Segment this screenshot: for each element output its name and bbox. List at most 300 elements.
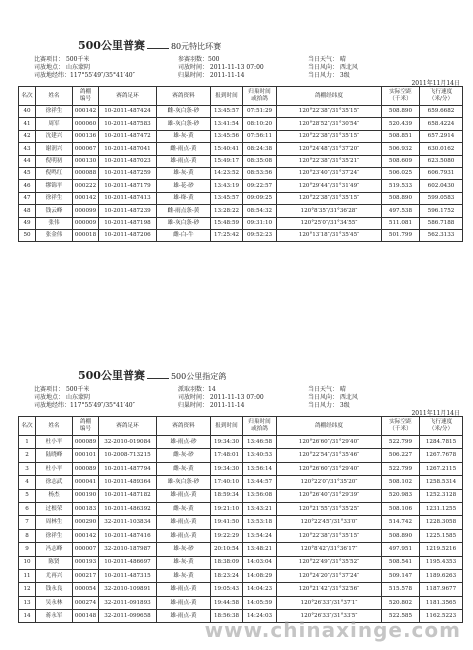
cell-loft-coordinates: 120°22′38″/31°35′15″: [277, 529, 382, 542]
cell-report-time: 18:38:09: [211, 556, 243, 569]
cell-ring-number: 10-2011-487023: [99, 155, 157, 167]
cell-rank: 7: [19, 516, 36, 529]
cell-arrival-time: 13:56:14: [243, 462, 277, 475]
meta-release-time: 司放时间： 2011-11-13 07:00: [178, 64, 264, 71]
cell-ring-number: 32-2011-091893: [99, 596, 157, 609]
cell-distance-km: 506.227: [382, 449, 420, 462]
cell-bird-info: 雄-雨点-黄: [157, 155, 211, 167]
cell-name: 张伟: [36, 217, 73, 229]
cell-report-time: 13:45:57: [211, 192, 243, 204]
table-row: [19, 489, 463, 502]
cell-arrival-time: 13:46:58: [243, 436, 277, 449]
cell-arrival-time: 13:44:57: [243, 476, 277, 489]
cell-rank: 4: [19, 476, 36, 489]
cell-report-time: 13:28:22: [211, 205, 243, 217]
cell-report-time: 19:44:58: [211, 596, 243, 609]
cell-ring-number: 10-2011-487198: [99, 217, 157, 229]
cell-distance-km: 520.802: [382, 596, 420, 609]
cell-ring-number: 10-2011-487472: [99, 130, 157, 142]
table-header-row: [19, 87, 463, 106]
cell-arrival-time: 09:31:10: [243, 217, 277, 229]
cell-speed-mpm: 1258.5314: [420, 476, 463, 489]
table-row: [19, 192, 463, 204]
cell-report-time: 13:43:19: [211, 180, 243, 192]
cell-name: 徐祥生: [36, 192, 73, 204]
cell-loft-id: 000018: [73, 229, 99, 241]
cell-speed-mpm: 1231.1255: [420, 502, 463, 515]
cell-speed-mpm: 602.0430: [420, 180, 463, 192]
sheet2-meta: [18, 384, 462, 416]
cell-loft-coordinates: 120°28′52″/31°30′54″: [277, 118, 382, 130]
cell-arrival-time: 14:03:04: [243, 556, 277, 569]
cell-distance-km: 511.081: [382, 217, 420, 229]
cell-loft-id: 000101: [73, 449, 99, 462]
cell-ring-number: 10-2011-487315: [99, 569, 157, 582]
cell-name: 蒋永军: [36, 610, 73, 623]
cell-report-time: 19:34:30: [211, 462, 243, 475]
cell-bird-info: 雄-雨点-黄: [157, 489, 211, 502]
cell-arrival-time: 13:54:24: [243, 529, 277, 542]
meta-weather: 当日天气： 晴: [308, 386, 346, 393]
cell-name: 徐祥生: [36, 106, 73, 118]
cell-distance-km: 520.983: [382, 489, 420, 502]
meta-wind-direction: 当日风向： 西北风: [308, 64, 358, 71]
cell-loft-id: 000217: [73, 569, 99, 582]
cell-ring-number: 10-2011-486697: [99, 556, 157, 569]
cell-bird-info: 雄-灰白条-砂: [157, 118, 211, 130]
cell-loft-id: 000290: [73, 516, 99, 529]
cell-bird-info: 雌-灰-黄: [157, 502, 211, 515]
cell-arrival-time: 08:54:32: [243, 205, 277, 217]
cell-distance-km: 508.890: [382, 106, 420, 118]
cell-rank: 43: [19, 143, 36, 155]
cell-speed-mpm: 1252.3128: [420, 489, 463, 502]
meta-return-date: 归巢时间： 2011-11-14: [178, 72, 245, 79]
cell-report-time: 14:23:52: [211, 167, 243, 179]
cell-speed-mpm: 1162.5223: [420, 610, 463, 623]
cell-loft-coordinates: 120°25′0″/31°34′55″: [277, 217, 382, 229]
cell-arrival-time: 08:53:56: [243, 167, 277, 179]
header-loft-id: 鸽棚 编号: [73, 417, 99, 436]
cell-loft-coordinates: 120°8′42″/31°36′17″: [277, 543, 382, 556]
header-speed-mpm: 飞行速度 （米/分）: [420, 87, 463, 106]
site-watermark: www.chinaxinge.com: [204, 618, 461, 642]
meta-value: 500千米: [65, 56, 90, 63]
header-arrival-time: 归巢时间 或拾鸽: [243, 87, 277, 106]
cell-name: 杜小平: [36, 436, 73, 449]
table-row: [19, 449, 463, 462]
cell-loft-coordinates: 120°21′55″/31°35′25″: [277, 502, 382, 515]
cell-rank: 12: [19, 583, 36, 596]
cell-bird-info: 雄-雨点-黄: [157, 583, 211, 596]
table-row: [19, 516, 463, 529]
cell-report-time: 18:23:24: [211, 569, 243, 582]
cell-loft-coordinates: 120°21′42″/31°32′56″: [277, 583, 382, 596]
table-row: [19, 205, 463, 217]
cell-speed-mpm: 657.2914: [420, 130, 463, 142]
cell-name: 钱永良: [36, 583, 73, 596]
table-row: [19, 118, 463, 130]
header-rank: 名次: [19, 87, 36, 106]
cell-distance-km: 509.147: [382, 569, 420, 582]
cell-arrival-time: 07:56:11: [243, 130, 277, 142]
cell-distance-km: 508.609: [382, 155, 420, 167]
cell-distance-km: 497.951: [382, 543, 420, 556]
cell-report-time: 15:49:17: [211, 155, 243, 167]
header-speed-mpm: 飞行速度 （米/分）: [420, 417, 463, 436]
result-sheet-2: [18, 368, 462, 623]
cell-speed-mpm: 1228.3058: [420, 516, 463, 529]
cell-bird-info: 雄-灰白条-砂: [157, 476, 211, 489]
cell-loft-id: 000190: [73, 489, 99, 502]
sheet2-title: [18, 368, 462, 384]
cell-loft-coordinates: 120°22′54″/31°35′46″: [277, 449, 382, 462]
cell-speed-mpm: 599.0583: [420, 192, 463, 204]
meta-label: 司放地经纬：: [34, 402, 71, 409]
cell-report-time: 18:59:34: [211, 489, 243, 502]
cell-speed-mpm: 1284.7815: [420, 436, 463, 449]
cell-bird-info: 雄-灰-砂: [157, 543, 211, 556]
cell-speed-mpm: 658.4224: [420, 118, 463, 130]
cell-speed-mpm: 659.6682: [420, 106, 463, 118]
cell-arrival-time: 13:56:08: [243, 489, 277, 502]
cell-arrival-time: 09:52:23: [243, 229, 277, 241]
cell-report-time: 17:40:10: [211, 476, 243, 489]
sheet1-meta: [18, 54, 462, 86]
cell-loft-coordinates: 120°26′60″/31°29′40″: [277, 462, 382, 475]
cell-bird-info: 雄-灰白条-砂: [157, 217, 211, 229]
meta-wind-force: 当日风力： 3级: [308, 72, 350, 79]
header-name: 姓名: [36, 417, 73, 436]
header-rank: 名次: [19, 417, 36, 436]
cell-report-time: 19:34:30: [211, 436, 243, 449]
cell-speed-mpm: 1187.9677: [420, 583, 463, 596]
cell-loft-id: 000130: [73, 155, 99, 167]
cell-name: 周军: [36, 118, 73, 130]
header-distance-km: 实际空距 （千米）: [382, 87, 420, 106]
cell-report-time: 20:10:54: [211, 543, 243, 556]
cell-bird-info: 雌-白-牛: [157, 229, 211, 241]
header-name: 姓名: [36, 87, 73, 106]
cell-rank: 9: [19, 543, 36, 556]
cell-report-time: 19:22:29: [211, 529, 243, 542]
meta-value: 山东蒙阴: [65, 64, 90, 71]
cell-ring-number: 10-2011-487424: [99, 106, 157, 118]
cell-speed-mpm: 630.0162: [420, 143, 463, 155]
cell-bird-info: 雌-灰白条-砂: [157, 106, 211, 118]
cell-bird-info: 雄-雨点-黄: [157, 516, 211, 529]
cell-distance-km: 508.102: [382, 476, 420, 489]
cell-report-time: 15:48:59: [211, 217, 243, 229]
cell-speed-mpm: 1267.2115: [420, 462, 463, 475]
sheet1-title-sub: 80元特比环赛: [170, 42, 222, 51]
cell-speed-mpm: 1181.3565: [420, 596, 463, 609]
cell-loft-coordinates: 120°22′38″/31°35′21″: [277, 155, 382, 167]
cell-speed-mpm: 1219.5216: [420, 543, 463, 556]
meta-label: 比赛项目：: [34, 386, 65, 393]
cell-distance-km: 514.742: [382, 516, 420, 529]
cell-rank: 3: [19, 462, 36, 475]
cell-loft-id: 000067: [73, 143, 99, 155]
cell-arrival-time: 14:05:59: [243, 596, 277, 609]
cell-ring-number: 32-2010-187987: [99, 543, 157, 556]
cell-name: 张金伟: [36, 229, 73, 241]
cell-name: 周林生: [36, 516, 73, 529]
cell-rank: 41: [19, 118, 36, 130]
cell-ring-number: 10-2008-713215: [99, 449, 157, 462]
cell-ring-number: 10-2011-487413: [99, 192, 157, 204]
cell-distance-km: 508.541: [382, 556, 420, 569]
cell-report-time: 13:45:56: [211, 130, 243, 142]
cell-distance-km: 522.799: [382, 436, 420, 449]
cell-bird-info: 雄-绛-黄: [157, 192, 211, 204]
table-row: [19, 569, 463, 582]
cell-loft-id: 000089: [73, 462, 99, 475]
cell-distance-km: 508.890: [382, 529, 420, 542]
meta-entries: 参赛羽数：500: [178, 56, 220, 63]
cell-arrival-time: 13:53:18: [243, 516, 277, 529]
cell-loft-coordinates: 120°26′40″/31°29′39″: [277, 489, 382, 502]
table-row: [19, 502, 463, 515]
cell-loft-id: 000041: [73, 476, 99, 489]
meta-entries: 派取羽数：14: [178, 386, 216, 393]
cell-rank: 1: [19, 436, 36, 449]
meta-value: 山东蒙阴: [65, 394, 90, 401]
cell-speed-mpm: 1189.6263: [420, 569, 463, 582]
cell-loft-coordinates: 120°22′38″/31°35′15″: [277, 106, 382, 118]
cell-ring-number: 10-2011-487179: [99, 180, 157, 192]
cell-ring-number: 32-2011-099658: [99, 610, 157, 623]
cell-arrival-time: 09:09:25: [243, 192, 277, 204]
cell-report-time: 18:56:38: [211, 610, 243, 623]
header-ring-number: 赛鸽足环: [99, 417, 157, 436]
cell-name: 钱云峰: [36, 205, 73, 217]
cell-name: 陆晓峰: [36, 449, 73, 462]
table-row: [19, 167, 463, 179]
meta-wind-direction: 当日风向： 西北风: [308, 394, 358, 401]
cell-name: 冯志峰: [36, 543, 73, 556]
cell-bird-info: 雄-雨点-砂: [157, 436, 211, 449]
cell-name: 杜小平: [36, 462, 73, 475]
cell-loft-id: 000274: [73, 596, 99, 609]
cell-bird-info: 雄-雨点-黄: [157, 529, 211, 542]
cell-bird-info: 雄-灰-黄: [157, 130, 211, 142]
table-row: [19, 476, 463, 489]
cell-arrival-time: 08:10:20: [243, 118, 277, 130]
meta-label: 司放地经纬：: [34, 72, 71, 79]
cell-bird-info: 雄-灰-黄: [157, 167, 211, 179]
cell-loft-id: 000054: [73, 583, 99, 596]
meta-wind-force: 当日风力： 3级: [308, 402, 350, 409]
cell-speed-mpm: 1195.4353: [420, 556, 463, 569]
cell-name: 谢润兴: [36, 143, 73, 155]
header-ring-number: 赛鸽足环: [99, 87, 157, 106]
cell-report-time: 19:41:50: [211, 516, 243, 529]
header-distance-km: 实际空距 （千米）: [382, 417, 420, 436]
cell-bird-info: 雄-灰-黄: [157, 556, 211, 569]
table-row: [19, 583, 463, 596]
cell-rank: 46: [19, 180, 36, 192]
table-row: [19, 543, 463, 556]
meta-value: 117°55′49″/35°41′40″: [70, 72, 135, 79]
cell-rank: 5: [19, 489, 36, 502]
cell-name: 吴永林: [36, 596, 73, 609]
table-row: [19, 529, 463, 542]
table-row: [19, 155, 463, 167]
cell-report-time: 17:48:01: [211, 449, 243, 462]
header-report-time: 报到时间: [211, 87, 243, 106]
cell-ring-number: 10-2011-486392: [99, 502, 157, 515]
meta-return-date: 归巢时间： 2011-11-14: [178, 402, 245, 409]
cell-rank: 49: [19, 217, 36, 229]
sheet2-results-table: [18, 416, 463, 623]
cell-rank: 50: [19, 229, 36, 241]
cell-speed-mpm: 562.3133: [420, 229, 463, 241]
cell-loft-coordinates: 120°26′33″/31°33′5″: [277, 610, 382, 623]
cell-speed-mpm: 586.7188: [420, 217, 463, 229]
cell-name: 过根荣: [36, 502, 73, 515]
cell-ring-number: 32-2010-019084: [99, 436, 157, 449]
cell-arrival-time: 07:51:29: [243, 106, 277, 118]
cell-bird-info: 雌-灰-黄: [157, 462, 211, 475]
meta-label: 司放地点：: [34, 64, 65, 71]
table-row: [19, 217, 463, 229]
cell-loft-coordinates: 120°22′38″/31°35′15″: [277, 192, 382, 204]
meta-label: 比赛项目：: [34, 56, 65, 63]
cell-ring-number: 32-2010-109891: [99, 583, 157, 596]
cell-distance-km: 506.932: [382, 143, 420, 155]
cell-name: 倪明初: [36, 155, 73, 167]
meta-value: 500千米: [65, 386, 90, 393]
table-row: [19, 596, 463, 609]
cell-loft-coordinates: 120°29′44″/31°31′49″: [277, 180, 382, 192]
cell-loft-id: 000136: [73, 130, 99, 142]
meta-value: 117°55′49″/35°41′40″: [70, 402, 135, 409]
cell-rank: 10: [19, 556, 36, 569]
cell-loft-id: 000142: [73, 106, 99, 118]
cell-loft-id: 000009: [73, 217, 99, 229]
cell-rank: 13: [19, 596, 36, 609]
meta-release-time: 司放时间： 2011-11-13 07:00: [178, 394, 264, 401]
cell-name: 尤再兴: [36, 569, 73, 582]
cell-report-time: 15:40:41: [211, 143, 243, 155]
cell-ring-number: 10-2011-487416: [99, 529, 157, 542]
cell-loft-id: 000142: [73, 192, 99, 204]
cell-rank: 40: [19, 106, 36, 118]
cell-name: 徐祥生: [36, 529, 73, 542]
cell-name: 缪锦平: [36, 180, 73, 192]
cell-ring-number: 10-2011-487206: [99, 229, 157, 241]
cell-ring-number: 10-2011-487794: [99, 462, 157, 475]
cell-loft-id: 000088: [73, 167, 99, 179]
cell-arrival-time: 14:04:23: [243, 583, 277, 596]
cell-loft-coordinates: 120°22′45″/31°33′0″: [277, 516, 382, 529]
table-row: [19, 462, 463, 475]
cell-loft-id: 000222: [73, 180, 99, 192]
cell-arrival-time: 09:22:57: [243, 180, 277, 192]
header-loft-id: 鸽棚 编号: [73, 87, 99, 106]
sheet2-title-main: 500公里普赛: [78, 369, 145, 382]
sheet1-title-main: 500公里普赛: [78, 39, 145, 52]
header-bird-info: 赛鸽资料: [157, 87, 211, 106]
table-row: [19, 180, 463, 192]
table-row: [19, 556, 463, 569]
cell-arrival-time: 08:35:08: [243, 155, 277, 167]
cell-bird-info: 雌-雨点条-黄: [157, 205, 211, 217]
cell-distance-km: 508.890: [382, 192, 420, 204]
cell-ring-number: 10-2011-487041: [99, 143, 157, 155]
cell-arrival-time: 08:24:38: [243, 143, 277, 155]
cell-distance-km: 501.799: [382, 229, 420, 241]
cell-ring-number: 10-2011-487583: [99, 118, 157, 130]
cell-speed-mpm: 1225.1585: [420, 529, 463, 542]
cell-loft-coordinates: 120°8′35″/31°36′28″: [277, 205, 382, 217]
cell-name: 倪鸣红: [36, 167, 73, 179]
cell-speed-mpm: 596.1752: [420, 205, 463, 217]
cell-speed-mpm: 606.7931: [420, 167, 463, 179]
sheet1-results-table: [18, 86, 463, 242]
cell-rank: 11: [19, 569, 36, 582]
cell-bird-info: 雌-雨点-黄: [157, 143, 211, 155]
cell-loft-id: 000007: [73, 543, 99, 556]
cell-report-time: 19:05:43: [211, 583, 243, 596]
cell-bird-info: 雌-灰-砂: [157, 449, 211, 462]
cell-distance-km: 508.106: [382, 502, 420, 515]
cell-arrival-time: 13:48:21: [243, 543, 277, 556]
cell-loft-coordinates: 120°22′0″/31°35′20″: [277, 476, 382, 489]
table-header-row: [19, 417, 463, 436]
cell-name: 徐志武: [36, 476, 73, 489]
cell-loft-id: 000060: [73, 118, 99, 130]
cell-ring-number: 10-2011-487182: [99, 489, 157, 502]
cell-loft-id: 000148: [73, 610, 99, 623]
cell-loft-id: 000142: [73, 529, 99, 542]
sheet1-title: [18, 38, 462, 54]
result-sheet-1: [18, 38, 462, 242]
header-loft-coordinates: 鸽棚经纬度: [277, 87, 382, 106]
cell-name: 沈建兴: [36, 130, 73, 142]
cell-distance-km: 497.538: [382, 205, 420, 217]
cell-loft-id: 000193: [73, 556, 99, 569]
cell-rank: 45: [19, 167, 36, 179]
cell-speed-mpm: 623.5080: [420, 155, 463, 167]
cell-rank: 6: [19, 502, 36, 515]
cell-distance-km: 508.851: [382, 130, 420, 142]
cell-speed-mpm: 1267.7678: [420, 449, 463, 462]
cell-loft-coordinates: 120°22′38″/31°35′15″: [277, 130, 382, 142]
cell-loft-coordinates: 120°24′48″/31°37′20″: [277, 143, 382, 155]
cell-loft-coordinates: 120°23′40″/31°37′24″: [277, 167, 382, 179]
cell-rank: 47: [19, 192, 36, 204]
cell-report-time: 13:41:54: [211, 118, 243, 130]
meta-print-date: 2011年11月14日: [411, 410, 460, 417]
cell-report-time: 19:21:10: [211, 502, 243, 515]
cell-name: 陈贤: [36, 556, 73, 569]
cell-report-time: 17:25:42: [211, 229, 243, 241]
cell-loft-coordinates: 120°13′18″/31°35′45″: [277, 229, 382, 241]
meta-print-date: 2011年11月14日: [411, 80, 460, 87]
cell-bird-info: 雄-雨点-黄: [157, 596, 211, 609]
cell-rank: 48: [19, 205, 36, 217]
cell-report-time: 13:45:57: [211, 106, 243, 118]
cell-bird-info: 雄-灰-黄: [157, 569, 211, 582]
cell-ring-number: 10-2011-487239: [99, 205, 157, 217]
cell-name: 杨杰: [36, 489, 73, 502]
table-row: [19, 106, 463, 118]
cell-loft-coordinates: 120°26′60″/31°29′40″: [277, 436, 382, 449]
cell-rank: 42: [19, 130, 36, 142]
cell-rank: 14: [19, 610, 36, 623]
